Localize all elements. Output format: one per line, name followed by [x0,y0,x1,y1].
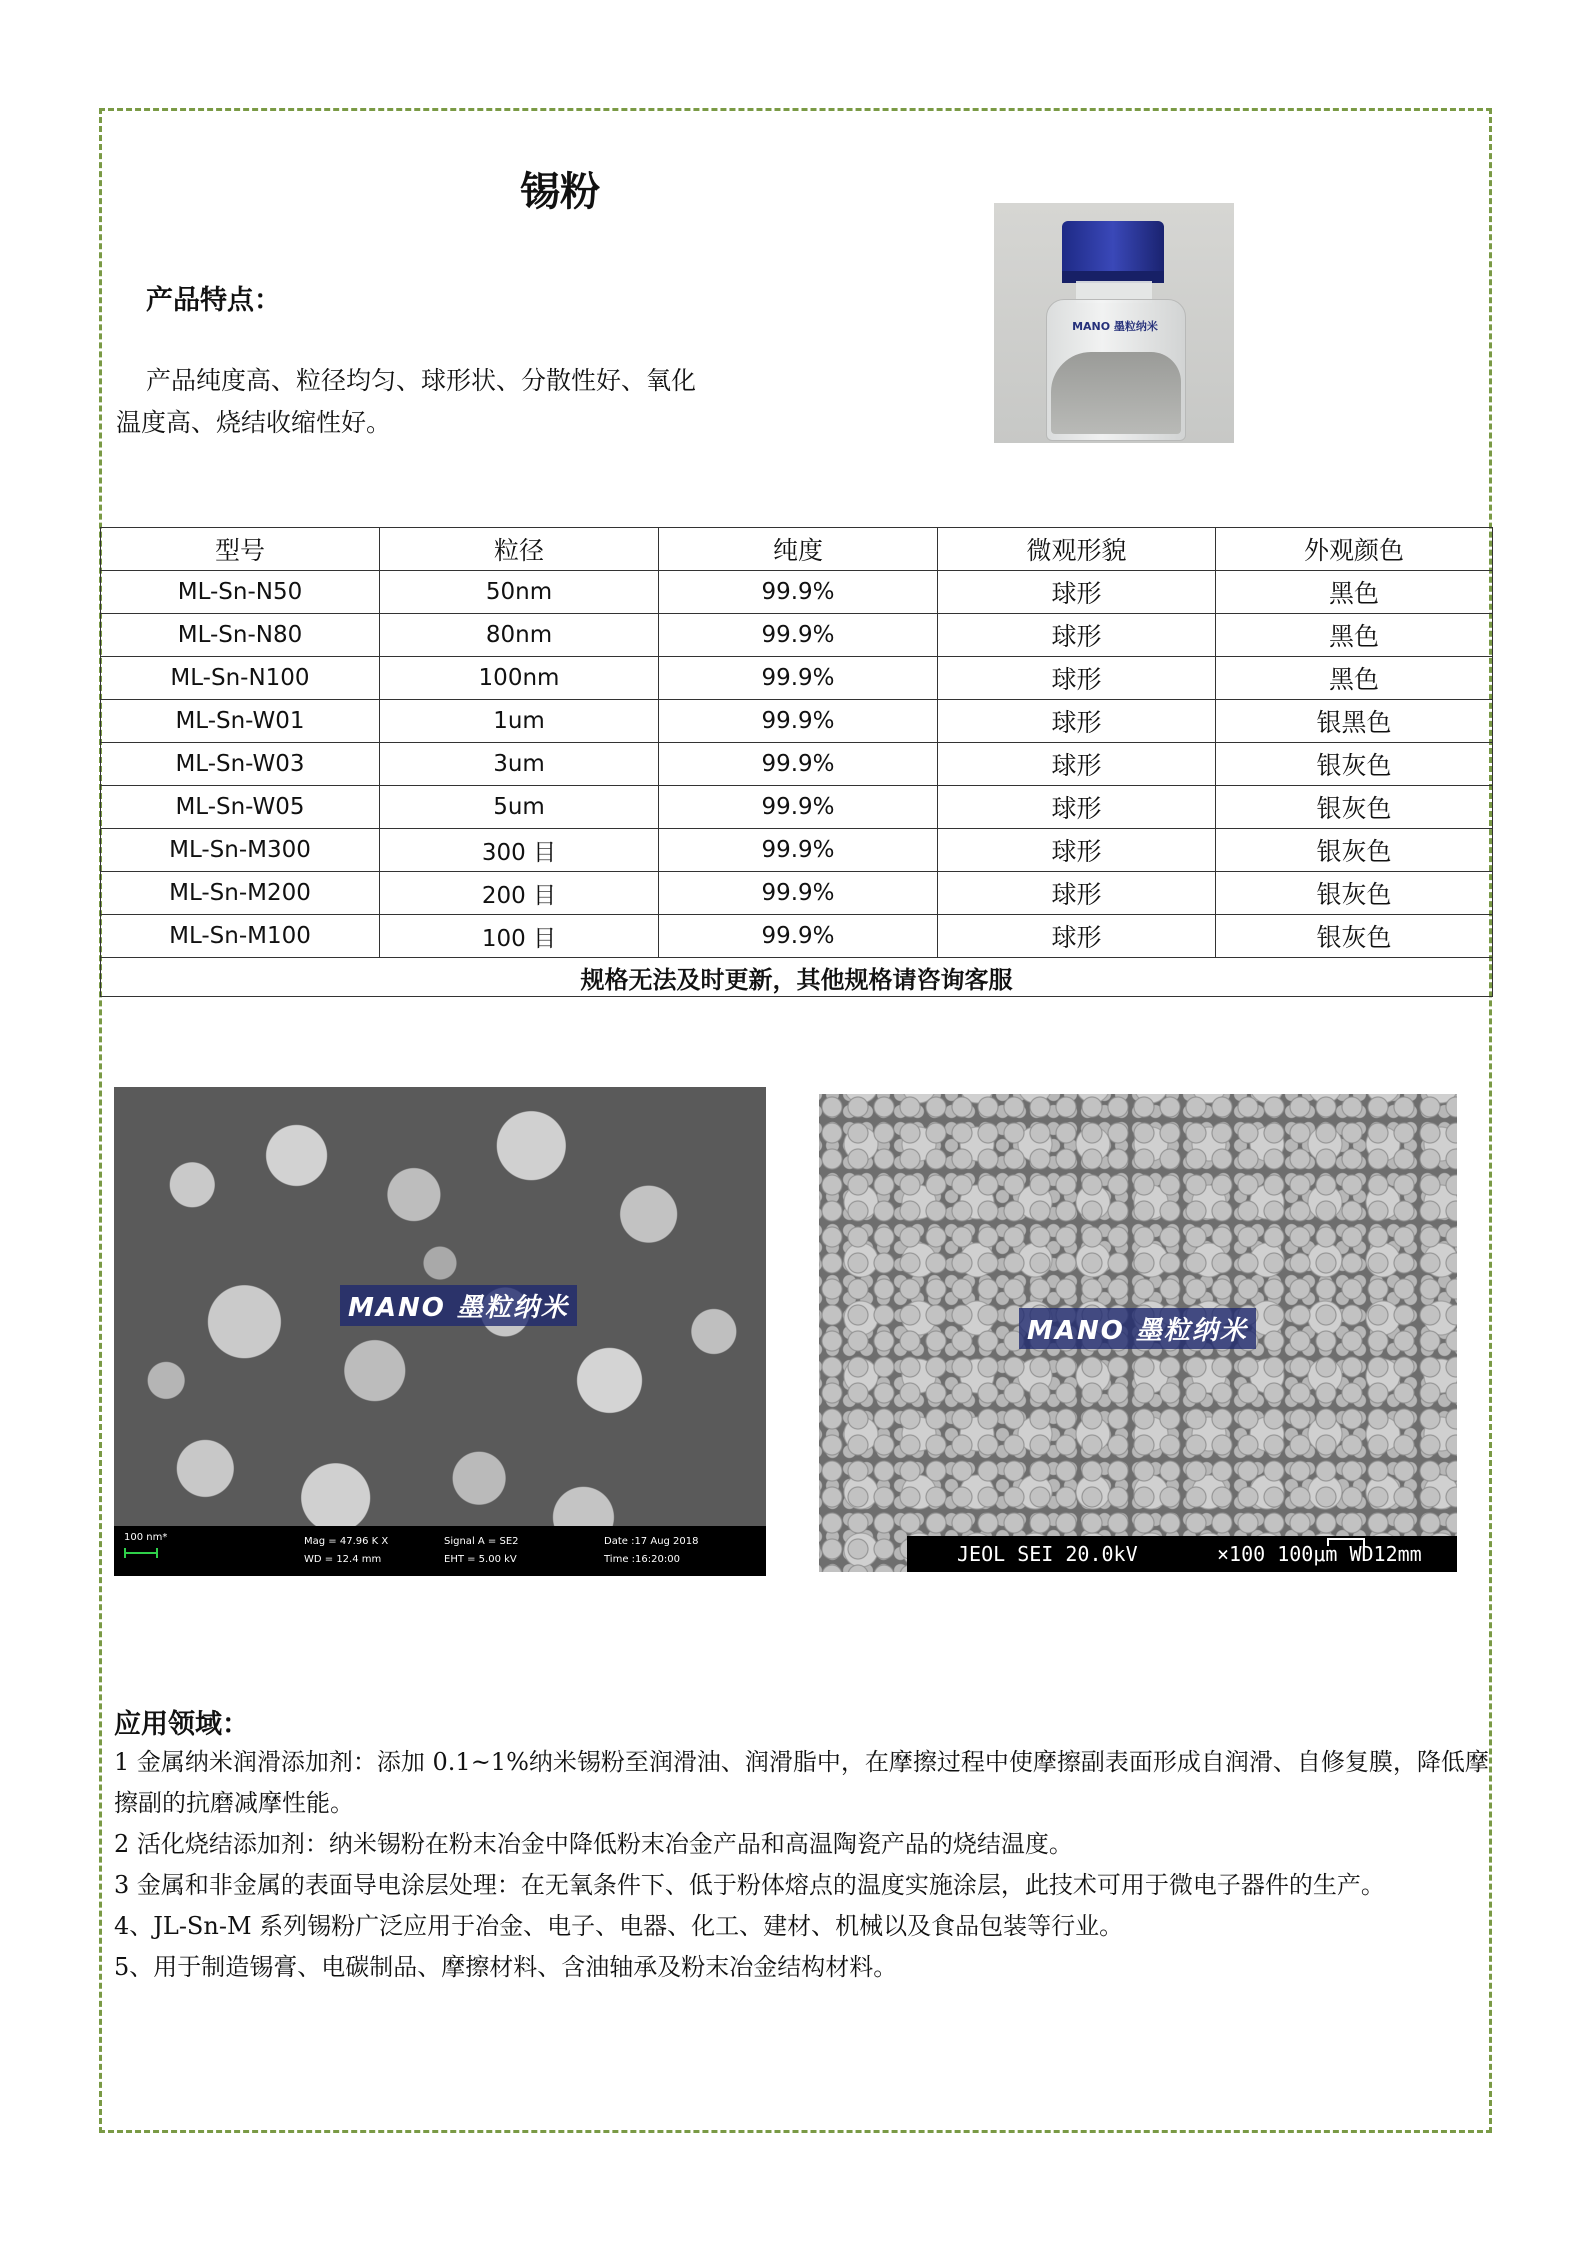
cell-color: 黑色 [1216,571,1493,614]
cell-purity: 99.9% [659,786,938,829]
scale-bar [124,1548,158,1558]
mag-label: Mag = 47.96 K X [304,1536,389,1547]
header-purity: 纯度 [659,528,938,571]
table-note: 规格无法及时更新，其他规格请咨询客服 [101,958,1493,997]
sem-info-right: ×100 100μm WD12mm [1217,1542,1422,1566]
cell-model: ML-Sn-N80 [101,614,380,657]
table-row [101,743,1493,786]
cell-model: ML-Sn-M100 [101,915,380,958]
product-photo [994,203,1234,443]
table-row [101,872,1493,915]
cell-morphology: 球形 [938,700,1216,743]
signal-label: Signal A = SE2 [444,1536,519,1547]
cell-color: 银灰色 [1216,829,1493,872]
sem-info-left: JEOL SEI 20.0kV [957,1542,1138,1566]
cell-purity: 99.9% [659,915,938,958]
features-text: 产品纯度高、粒径均匀、球形状、分散性好、氧化温度高、烧结收缩性好。 [116,366,697,437]
cell-purity: 99.9% [659,829,938,872]
sem-info-bar [907,1536,1457,1572]
table-row [101,829,1493,872]
eht-label: EHT = 5.00 kV [444,1554,517,1565]
cell-size: 5um [380,786,659,829]
wd-label: WD = 12.4 mm [304,1554,382,1565]
features-heading: 产品特点： [146,285,281,316]
cell-size: 1um [380,700,659,743]
cell-color: 黑色 [1216,657,1493,700]
cell-morphology: 球形 [938,571,1216,614]
cell-color: 银灰色 [1216,743,1493,786]
cell-color: 银黑色 [1216,700,1493,743]
cell-morphology: 球形 [938,786,1216,829]
cell-morphology: 球形 [938,614,1216,657]
cell-model: ML-Sn-M200 [101,872,380,915]
cell-color: 银灰色 [1216,915,1493,958]
table-row [101,614,1493,657]
cell-purity: 99.9% [659,614,938,657]
cell-model: ML-Sn-W05 [101,786,380,829]
powder [1051,352,1181,434]
applications-heading: 应用领域： [114,1709,249,1740]
cell-size: 300 目 [380,829,659,872]
watermark-logo: MANO 墨粒纳米 [1019,1308,1256,1349]
applications-list [114,1742,1490,1988]
table-header-row [101,528,1493,571]
cell-color: 黑色 [1216,614,1493,657]
scale-label: 100 nm* [124,1532,168,1543]
spec-table [100,527,1493,997]
header-morphology: 微观形貌 [938,528,1216,571]
cell-model: ML-Sn-W01 [101,700,380,743]
cell-purity: 99.9% [659,657,938,700]
cell-model: ML-Sn-W03 [101,743,380,786]
sem-info-bar [114,1526,766,1576]
cell-purity: 99.9% [659,700,938,743]
time-label: Time :16:20:00 [604,1554,680,1565]
cell-morphology: 球形 [938,657,1216,700]
sem-image-nano [114,1087,766,1576]
cell-model: ML-Sn-N100 [101,657,380,700]
cell-morphology: 球形 [938,743,1216,786]
table-row [101,700,1493,743]
cell-size: 80nm [380,614,659,657]
header-size: 粒径 [380,528,659,571]
sem-image-micro [819,1094,1457,1572]
list-item: 3 金属和非金属的表面导电涂层处理：在无氧条件下、低于粉体熔点的温度实施涂层，此技术可用于微电子器件的生产。 [114,1871,1385,1899]
bottle-jar [1046,299,1186,441]
cell-size: 200 目 [380,872,659,915]
table-note-row [101,958,1493,997]
cell-morphology: 球形 [938,829,1216,872]
bottle-cap [1062,221,1164,283]
cell-purity: 99.9% [659,743,938,786]
header-model: 型号 [101,528,380,571]
list-item: 4、JL-Sn-M 系列锡粉广泛应用于冶金、电子、电器、化工、建材、机械以及食品包装等行业。 [114,1912,1124,1940]
list-item: 2 活化烧结添加剂：纳米锡粉在粉末冶金中降低粉末冶金产品和高温陶瓷产品的烧结温度。 [114,1830,1073,1858]
table-row [101,571,1493,614]
cell-size: 50nm [380,571,659,614]
cell-model: ML-Sn-N50 [101,571,380,614]
bottle-label: MANO 墨粒纳米 [1072,320,1158,333]
cell-model: ML-Sn-M300 [101,829,380,872]
cell-size: 3um [380,743,659,786]
cell-color: 银灰色 [1216,872,1493,915]
list-item: 5、用于制造锡膏、电碳制品、摩擦材料、含油轴承及粉末冶金结构材料。 [114,1953,898,1981]
page-title: 锡粉 [520,169,600,215]
date-label: Date :17 Aug 2018 [604,1536,699,1547]
cell-color: 银灰色 [1216,786,1493,829]
cell-morphology: 球形 [938,872,1216,915]
watermark-logo: MANO 墨粒纳米 [340,1285,577,1326]
table-row [101,657,1493,700]
table-row [101,786,1493,829]
cell-purity: 99.9% [659,571,938,614]
cell-purity: 99.9% [659,872,938,915]
cell-size: 100nm [380,657,659,700]
cell-morphology: 球形 [938,915,1216,958]
table-row [101,915,1493,958]
cell-size: 100 目 [380,915,659,958]
list-item: 1 金属纳米润滑添加剂：添加 0.1~1%纳米锡粉至润滑油、润滑脂中，在摩擦过程中使摩擦副表面形成自润滑、自修复膜，降低摩擦副的抗磨减摩性能。 [114,1748,1489,1817]
header-color: 外观颜色 [1216,528,1493,571]
